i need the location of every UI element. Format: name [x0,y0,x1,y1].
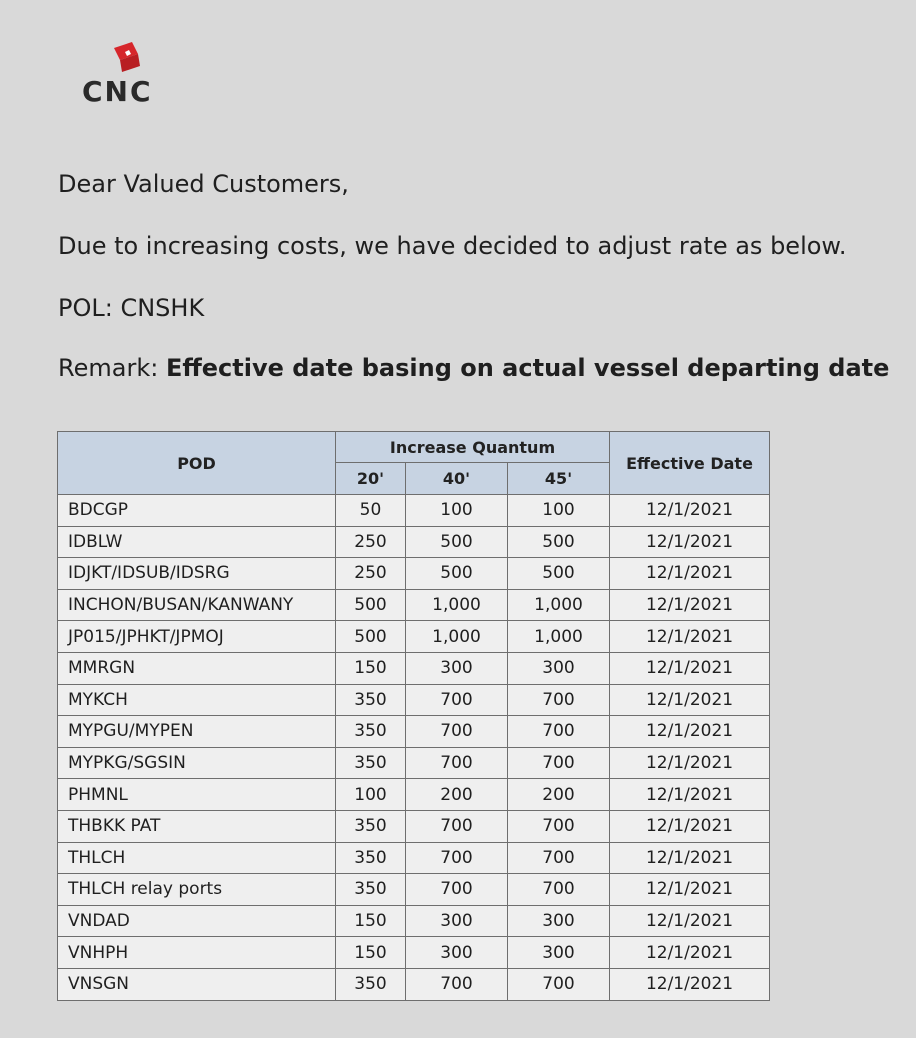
pod-cell: JP015/JPHKT/JPMOJ [58,621,336,653]
header-40ft: 40' [406,463,508,495]
logo-text: CNC [82,75,153,108]
header-45ft: 45' [508,463,610,495]
effective-date-cell: 12/1/2021 [610,526,770,558]
header-effective-date: Effective Date [610,432,770,495]
rate-45-cell: 300 [508,905,610,937]
rate-45-cell: 1,000 [508,621,610,653]
effective-date-cell: 12/1/2021 [610,810,770,842]
rate-45-cell: 700 [508,716,610,748]
rate-20-cell: 500 [336,589,406,621]
rate-table-body [58,495,770,1001]
intro-text: Due to increasing costs, we have decided to adjust rate as below. [58,232,847,260]
table-row [58,716,770,748]
pod-cell: IDBLW [58,526,336,558]
rate-20-cell: 350 [336,747,406,779]
effective-date-cell: 12/1/2021 [610,937,770,969]
pol-line: POL: CNSHK [58,294,205,322]
pod-cell: MYKCH [58,684,336,716]
effective-date-cell: 12/1/2021 [610,874,770,906]
rate-45-cell: 500 [508,526,610,558]
table-row [58,905,770,937]
rate-45-cell: 300 [508,937,610,969]
pod-cell: THBKK PAT [58,810,336,842]
rate-40-cell: 500 [406,558,508,590]
effective-date-cell: 12/1/2021 [610,968,770,1000]
effective-date-cell: 12/1/2021 [610,747,770,779]
rate-45-cell: 700 [508,684,610,716]
rate-45-cell: 200 [508,779,610,811]
header-pod: POD [58,432,336,495]
rate-20-cell: 150 [336,937,406,969]
table-row [58,747,770,779]
rate-20-cell: 350 [336,810,406,842]
rate-40-cell: 700 [406,810,508,842]
header-increase-quantum: Increase Quantum [336,432,610,463]
table-row [58,968,770,1000]
logo-mark-icon [110,42,142,72]
rate-40-cell: 500 [406,526,508,558]
table-row [58,621,770,653]
rate-40-cell: 1,000 [406,621,508,653]
rate-40-cell: 300 [406,652,508,684]
rate-20-cell: 250 [336,558,406,590]
rate-45-cell: 700 [508,874,610,906]
effective-date-cell: 12/1/2021 [610,495,770,527]
header-20ft: 20' [336,463,406,495]
rate-40-cell: 700 [406,968,508,1000]
table-row [58,810,770,842]
pod-cell: MYPGU/MYPEN [58,716,336,748]
rate-20-cell: 50 [336,495,406,527]
rate-20-cell: 100 [336,779,406,811]
pod-cell: THLCH [58,842,336,874]
table-row [58,779,770,811]
effective-date-cell: 12/1/2021 [610,621,770,653]
effective-date-cell: 12/1/2021 [610,716,770,748]
pod-cell: THLCH relay ports [58,874,336,906]
rate-40-cell: 700 [406,684,508,716]
pod-cell: IDJKT/IDSUB/IDSRG [58,558,336,590]
table-row [58,589,770,621]
rate-45-cell: 100 [508,495,610,527]
pod-cell: VNDAD [58,905,336,937]
pod-cell: PHMNL [58,779,336,811]
rate-45-cell: 700 [508,842,610,874]
table-row [58,558,770,590]
remark-text: Effective date basing on actual vessel departing date [165,354,890,382]
remark-label: Remark: [58,354,166,382]
rate-45-cell: 700 [508,968,610,1000]
rate-40-cell: 700 [406,716,508,748]
pod-cell: INCHON/BUSAN/KANWANY [58,589,336,621]
rate-20-cell: 500 [336,621,406,653]
table-row [58,937,770,969]
pod-cell: BDCGP [58,495,336,527]
rate-20-cell: 250 [336,526,406,558]
rate-45-cell: 700 [508,747,610,779]
rate-40-cell: 200 [406,779,508,811]
rate-20-cell: 150 [336,652,406,684]
effective-date-cell: 12/1/2021 [610,652,770,684]
company-logo [82,38,192,110]
table-row [58,526,770,558]
table-row [58,842,770,874]
pod-cell: MMRGN [58,652,336,684]
effective-date-cell: 12/1/2021 [610,684,770,716]
rate-20-cell: 350 [336,874,406,906]
rate-45-cell: 1,000 [508,589,610,621]
rate-45-cell: 700 [508,810,610,842]
rate-20-cell: 350 [336,684,406,716]
rate-20-cell: 350 [336,716,406,748]
table-row [58,874,770,906]
effective-date-cell: 12/1/2021 [610,779,770,811]
rate-40-cell: 300 [406,937,508,969]
rate-20-cell: 150 [336,905,406,937]
rate-20-cell: 350 [336,968,406,1000]
remark-line [58,354,889,382]
pod-cell: MYPKG/SGSIN [58,747,336,779]
rate-40-cell: 1,000 [406,589,508,621]
rate-40-cell: 100 [406,495,508,527]
effective-date-cell: 12/1/2021 [610,905,770,937]
greeting: Dear Valued Customers, [58,170,349,198]
rate-20-cell: 350 [336,842,406,874]
rate-40-cell: 700 [406,842,508,874]
rate-45-cell: 300 [508,652,610,684]
rate-40-cell: 700 [406,874,508,906]
rate-40-cell: 700 [406,747,508,779]
table-row [58,652,770,684]
pod-cell: VNSGN [58,968,336,1000]
rate-40-cell: 300 [406,905,508,937]
effective-date-cell: 12/1/2021 [610,558,770,590]
effective-date-cell: 12/1/2021 [610,842,770,874]
table-row [58,495,770,527]
pod-cell: VNHPH [58,937,336,969]
effective-date-cell: 12/1/2021 [610,589,770,621]
table-row [58,684,770,716]
rate-table [57,431,770,1001]
rate-45-cell: 500 [508,558,610,590]
